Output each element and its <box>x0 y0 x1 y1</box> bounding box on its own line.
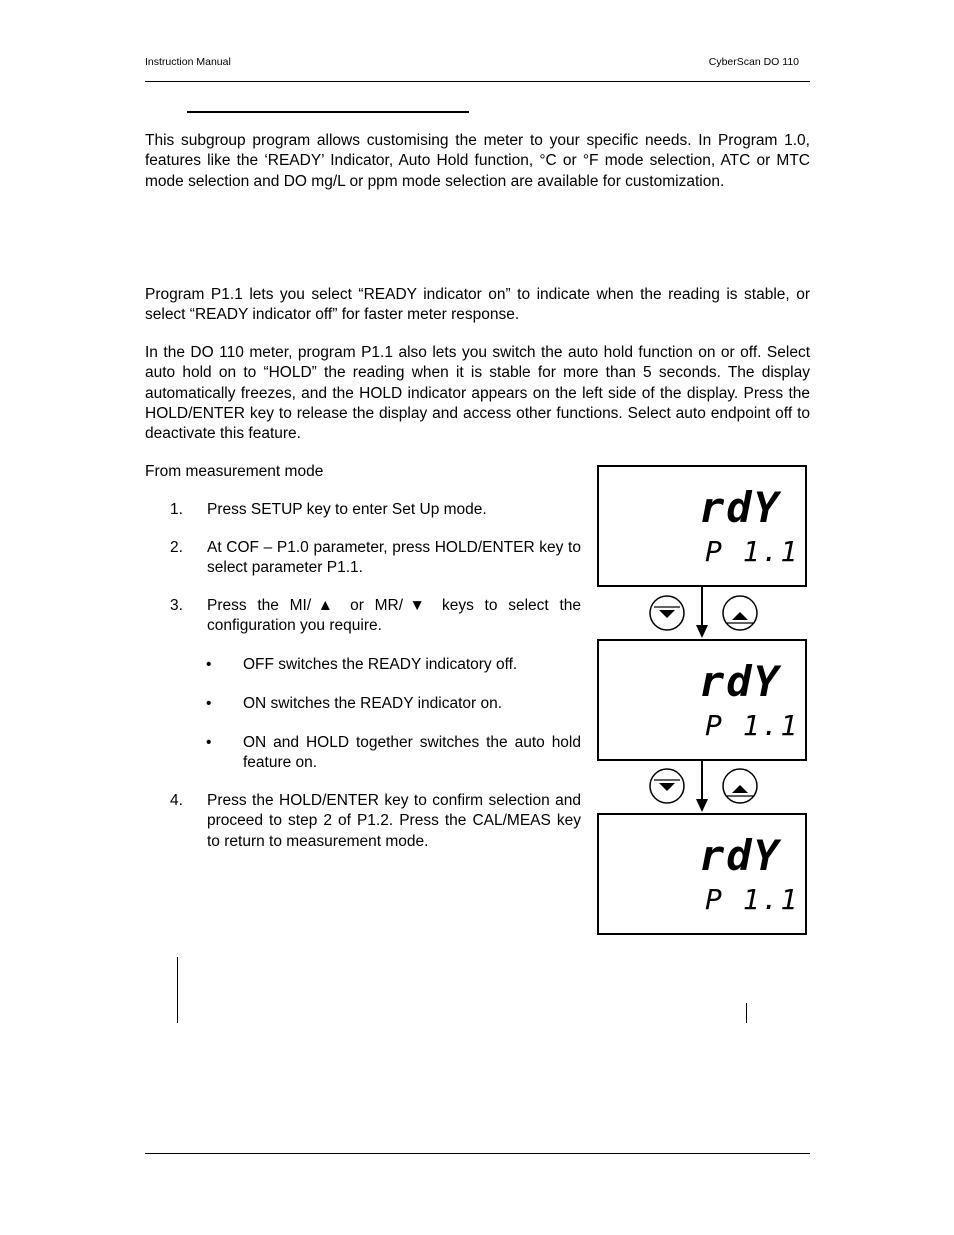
note-right-rule <box>746 1003 747 1023</box>
step-number: 4. <box>170 792 183 809</box>
header-rule <box>145 81 810 82</box>
lcd-main-readout: rdY <box>699 657 781 706</box>
lcd-main-readout: rdY <box>699 483 781 532</box>
step-text: Press the HOLD/ENTER key to confirm selection and proceed to step 2 of P1.2. Press the CAL/MEAS key to return to measurement mode. <box>207 792 581 850</box>
step-text: At COF – P1.0 parameter, press HOLD/ENTER key to select parameter P1.1. <box>207 539 581 577</box>
bullet-text: OFF switches the READY indicatory off. <box>243 656 518 673</box>
bullet-dot: • <box>206 734 212 751</box>
header-left: Instruction Manual <box>145 56 231 68</box>
bullet-item-on <box>206 694 581 716</box>
step-number: 3. <box>170 597 183 614</box>
step-2 <box>170 538 581 580</box>
lcd-sub-readout: P 1.1 <box>705 883 800 916</box>
lcd-sub-readout: P 1.1 <box>705 709 800 742</box>
bullet-dot: • <box>206 695 212 712</box>
bullet-dot: • <box>206 656 212 673</box>
step-number: 2. <box>170 539 183 556</box>
up-arrow-key-icon <box>721 594 759 632</box>
down-arrow-key-icon <box>648 767 686 805</box>
section-heading-underline <box>187 111 469 113</box>
intro-paragraph: This subgroup program allows customising the meter to your specific needs. In Program 1.0, features like the ‘READY’ Indicator, Auto Hold function, °C or °F mode selection, ATC or MTC mode selection and DO mg/L or ppm mode selection are available for customization. <box>145 132 810 190</box>
bullet-text: ON and HOLD together switches the auto hold feature on. <box>243 734 581 772</box>
note-left-rule <box>177 957 178 1023</box>
footer-rule <box>145 1153 810 1154</box>
bullet-item-off <box>206 655 581 677</box>
flow-arrow-icon <box>694 761 710 813</box>
step-1 <box>170 500 581 522</box>
lcd-display-3 <box>597 813 807 935</box>
lcd-display-1 <box>597 465 807 587</box>
bullet-item-on-hold <box>206 733 581 775</box>
header-right: CyberScan DO 110 <box>708 56 799 68</box>
step-text: Press SETUP key to enter Set Up mode. <box>207 501 487 518</box>
bullet-text: ON switches the READY indicator on. <box>243 695 503 712</box>
from-measurement-mode: From measurement mode <box>145 463 324 480</box>
down-arrow-key-icon <box>648 594 686 632</box>
lcd-sub-readout: P 1.1 <box>705 535 800 568</box>
auto-hold-paragraph: In the DO 110 meter, program P1.1 also lets you switch the auto hold function on or off. Select auto hold on to “HOLD” the reading when it is stable for more than 5 seconds. The display automatically freezes, and the HOLD indicator appears on the left side of the display. Press the HOLD/ENTER key to release the display and access other functions. Select auto endpoint off to deactivate this feature. <box>145 344 810 443</box>
p11-paragraph: Program P1.1 lets you select “READY indicator on” to indicate when the reading is stable, or select “READY indicator off” for faster meter response. <box>145 286 810 324</box>
flow-arrow-icon <box>694 587 710 639</box>
lcd-main-readout: rdY <box>699 831 781 880</box>
lcd-display-2 <box>597 639 807 761</box>
step-number: 1. <box>170 501 183 518</box>
step-4 <box>170 791 581 875</box>
step-3 <box>170 596 581 638</box>
up-arrow-key-icon <box>721 767 759 805</box>
step-text: Press the MI/▲ or MR/▼ keys to select the configuration you require. <box>207 597 581 635</box>
